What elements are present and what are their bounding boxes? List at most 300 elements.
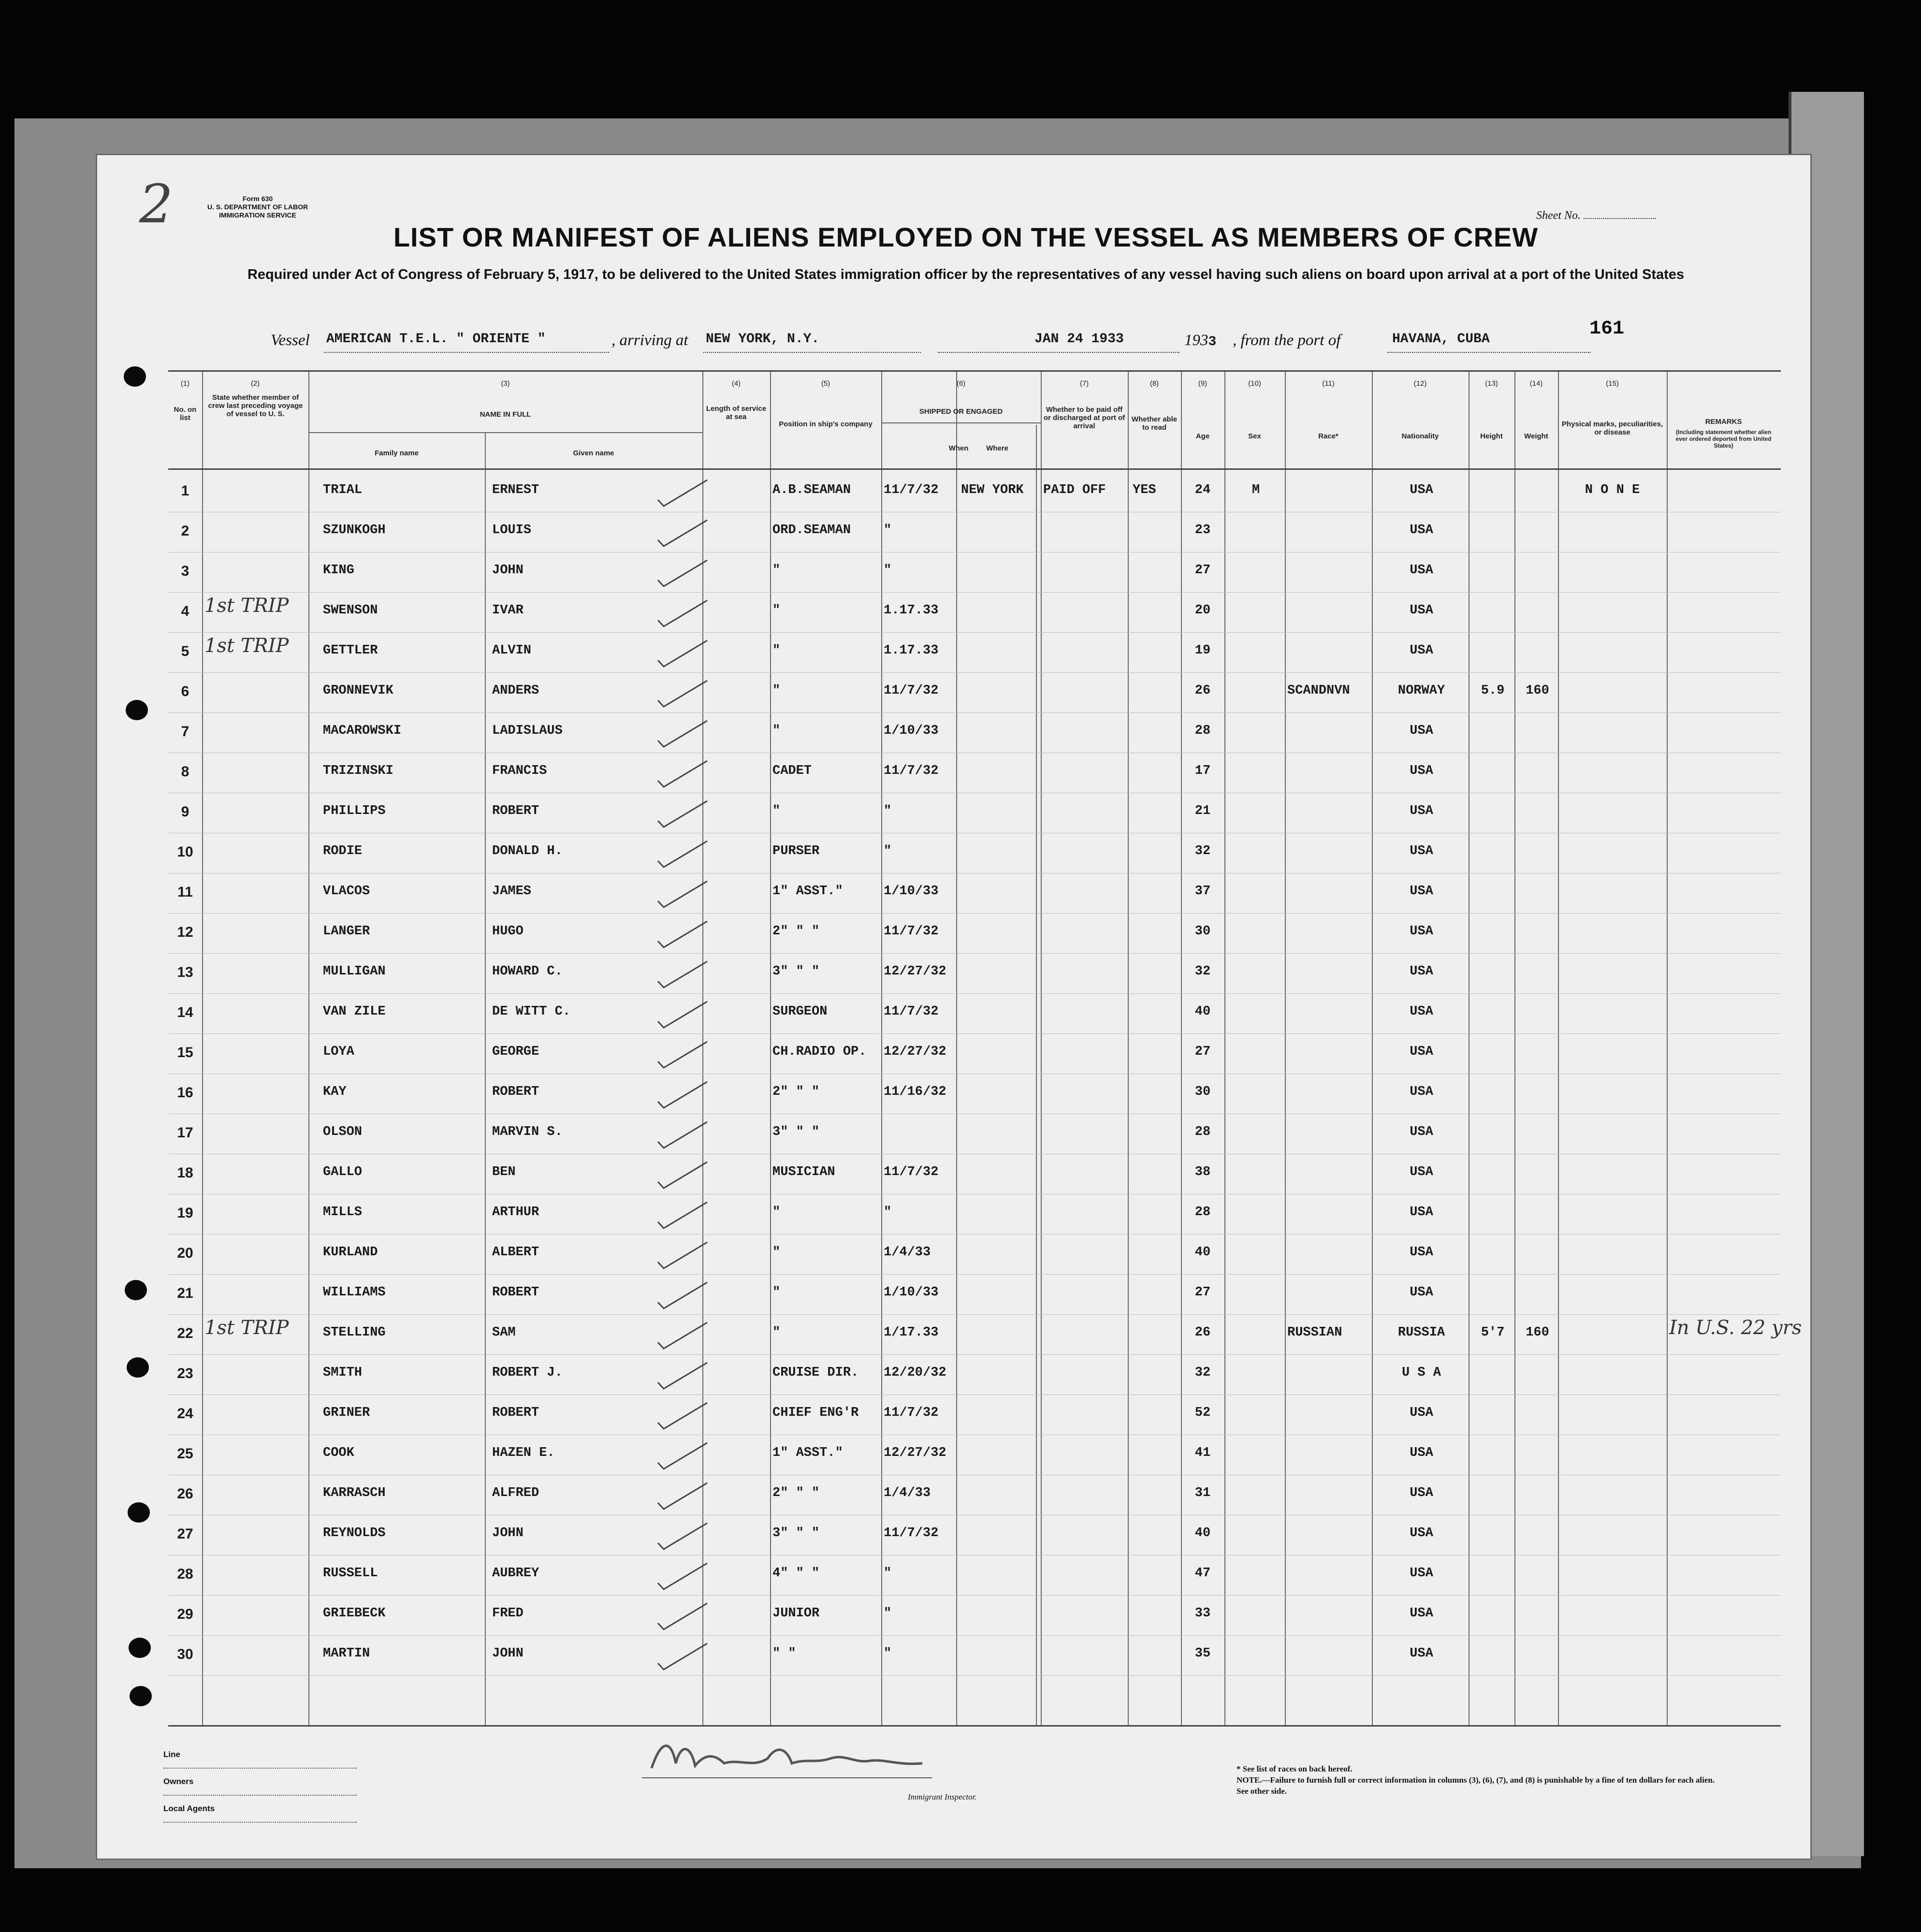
checkmark-icon bbox=[654, 1000, 712, 1029]
row-rule bbox=[168, 1635, 1781, 1636]
arriving-label: , arriving at bbox=[611, 332, 688, 349]
sheet-number-field bbox=[1536, 209, 1656, 222]
cell-no: 3 bbox=[181, 563, 189, 579]
cell-family: KAY bbox=[323, 1085, 347, 1099]
cell-given: LADISLAUS bbox=[492, 724, 563, 738]
cell-position: " bbox=[772, 1285, 781, 1300]
cell-no: 18 bbox=[177, 1165, 193, 1181]
cell-nationality: USA bbox=[1410, 1285, 1433, 1300]
punch-hole bbox=[127, 1357, 149, 1378]
cell-sex: M bbox=[1252, 483, 1260, 497]
vessel-underline bbox=[324, 352, 609, 353]
cell-given: ROBERT bbox=[492, 1406, 539, 1420]
cell-when: 11/7/32 bbox=[884, 683, 939, 698]
checkmark-icon bbox=[654, 1080, 712, 1109]
cell-nationality: USA bbox=[1410, 1205, 1433, 1220]
from-port-label: , from the port of bbox=[1233, 332, 1341, 349]
arriving-port: NEW YORK, N.Y. bbox=[706, 332, 820, 347]
cell-when: " bbox=[884, 1566, 892, 1581]
cell-family: MARTIN bbox=[323, 1646, 370, 1661]
column-number: (2) bbox=[250, 379, 260, 388]
table-row bbox=[168, 1045, 1781, 1084]
cell-age: 47 bbox=[1194, 1566, 1211, 1581]
column-number: (1) bbox=[180, 379, 190, 388]
column-number: (13) bbox=[1485, 379, 1498, 388]
cell-age: 32 bbox=[1194, 844, 1211, 858]
row-rule bbox=[168, 1675, 1781, 1676]
cell-position: ORD.SEAMAN bbox=[772, 523, 851, 537]
cell-no: 27 bbox=[177, 1526, 193, 1542]
table-row bbox=[168, 1446, 1781, 1485]
cell-family: TRIAL bbox=[323, 483, 363, 497]
cell-given: HUGO bbox=[492, 924, 524, 939]
cell-given: FRED bbox=[492, 1606, 524, 1621]
cell-age: 32 bbox=[1194, 964, 1211, 979]
cell-no: 19 bbox=[177, 1205, 193, 1221]
cell-age: 27 bbox=[1194, 1285, 1211, 1300]
cell-family: SZUNKOGH bbox=[323, 523, 386, 537]
footer-notes bbox=[1237, 1763, 1720, 1797]
cell-family: MILLS bbox=[323, 1205, 363, 1220]
cell-when: 12/20/32 bbox=[884, 1365, 946, 1380]
cell-nationality: USA bbox=[1410, 1646, 1433, 1661]
cell-when: 1/10/33 bbox=[884, 1285, 939, 1300]
header-race: Race* bbox=[1318, 432, 1339, 440]
from-underline bbox=[1387, 352, 1590, 353]
cell-age: 17 bbox=[1194, 764, 1211, 778]
cell-nationality: USA bbox=[1410, 764, 1433, 778]
owners-label: Owners bbox=[163, 1769, 357, 1796]
cell-family: SWENSON bbox=[323, 603, 378, 618]
cell-nationality: USA bbox=[1410, 964, 1433, 979]
cell-family: VLACOS bbox=[323, 884, 370, 899]
cell-no: 8 bbox=[181, 764, 189, 780]
cell-family: KARRASCH bbox=[323, 1486, 386, 1500]
checkmark-icon bbox=[654, 799, 712, 828]
cell-nationality: USA bbox=[1410, 563, 1433, 578]
cell-nationality: USA bbox=[1410, 1245, 1433, 1260]
cell-age: 38 bbox=[1194, 1165, 1211, 1179]
cell-given: DE WITT C. bbox=[492, 1004, 571, 1019]
column-number: (10) bbox=[1248, 379, 1261, 388]
cell-given: ERNEST bbox=[492, 483, 539, 497]
year-suffix: 3 bbox=[1208, 334, 1217, 349]
cell-position: " bbox=[772, 683, 781, 698]
name-header-rule bbox=[308, 432, 702, 433]
cell-nationality: USA bbox=[1410, 724, 1433, 738]
cell-age: 23 bbox=[1194, 523, 1211, 537]
cell-no: 20 bbox=[177, 1245, 193, 1261]
row-rule bbox=[168, 1033, 1781, 1034]
cell-age: 41 bbox=[1194, 1446, 1211, 1460]
cell-age: 40 bbox=[1194, 1526, 1211, 1540]
cell-position: CH.RADIO OP. bbox=[772, 1045, 867, 1059]
checkmark-icon bbox=[654, 558, 712, 587]
cell-remarks: In U.S. 22 yrs bbox=[1669, 1317, 1802, 1339]
cell-given: JOHN bbox=[492, 1526, 524, 1540]
cell-nationality: RUSSIA bbox=[1397, 1325, 1445, 1340]
cell-given: LOUIS bbox=[492, 523, 532, 537]
cell-when: 11/7/32 bbox=[884, 924, 939, 939]
cell-given: HOWARD C. bbox=[492, 964, 563, 979]
cell-age: 27 bbox=[1194, 1045, 1211, 1059]
cell-family: LANGER bbox=[323, 924, 370, 939]
cell-family: MULLIGAN bbox=[323, 964, 386, 979]
cell-when: " bbox=[884, 1646, 892, 1661]
cell-when: 11/16/32 bbox=[884, 1085, 946, 1099]
cell-age: 27 bbox=[1194, 563, 1211, 578]
cell-no: 11 bbox=[177, 884, 193, 900]
punch-hole bbox=[129, 1638, 151, 1658]
header-physical-marks: Physical marks, peculiarities, or disease bbox=[1561, 420, 1663, 436]
cell-nationality: USA bbox=[1410, 483, 1433, 497]
checkmark-icon bbox=[654, 1481, 712, 1510]
cell-position: PURSER bbox=[772, 844, 820, 858]
cell-no: 17 bbox=[177, 1125, 193, 1141]
cell-nationality: USA bbox=[1410, 1406, 1433, 1420]
cell-note: 1st TRIP bbox=[204, 1317, 289, 1339]
table-row bbox=[168, 1566, 1781, 1606]
table-row bbox=[168, 1245, 1781, 1285]
table-row bbox=[168, 1406, 1781, 1445]
cell-family: RUSSELL bbox=[323, 1566, 378, 1581]
cell-position: " " bbox=[772, 1646, 796, 1661]
cell-age: 24 bbox=[1194, 483, 1211, 497]
row-rule bbox=[168, 993, 1781, 994]
cell-nationality: USA bbox=[1410, 924, 1433, 939]
cell-family: COOK bbox=[323, 1446, 354, 1460]
cell-no: 2 bbox=[181, 523, 189, 539]
table-row bbox=[168, 804, 1781, 843]
cell-given: GEORGE bbox=[492, 1045, 539, 1059]
cell-no: 30 bbox=[177, 1646, 193, 1662]
table-row bbox=[168, 595, 1781, 643]
cell-position: 3" " " bbox=[772, 1125, 820, 1139]
from-port: HAVANA, CUBA bbox=[1392, 332, 1490, 347]
cell-weight: 160 bbox=[1526, 683, 1549, 698]
cell-position: " bbox=[772, 1205, 781, 1220]
cell-no: 26 bbox=[177, 1486, 193, 1502]
cell-when: 11/7/32 bbox=[884, 1526, 939, 1540]
cell-when: 11/7/32 bbox=[884, 483, 939, 497]
cell-no: 6 bbox=[181, 683, 189, 699]
punch-hole bbox=[125, 1280, 147, 1300]
cell-when: 1.17.33 bbox=[884, 643, 939, 658]
row-rule bbox=[168, 913, 1781, 914]
corner-mark: 2 bbox=[139, 173, 173, 235]
cell-age: 20 bbox=[1194, 603, 1211, 618]
cell-given: DONALD H. bbox=[492, 844, 563, 858]
cell-given: MARVIN S. bbox=[492, 1125, 563, 1139]
row-rule bbox=[168, 1595, 1781, 1596]
table-row bbox=[168, 1646, 1781, 1686]
table-row bbox=[168, 1125, 1781, 1164]
row-rule bbox=[168, 1274, 1781, 1275]
table-row bbox=[168, 563, 1781, 603]
cell-given: ROBERT bbox=[492, 804, 539, 818]
cell-when: 1/10/33 bbox=[884, 724, 939, 738]
cell-weight: 160 bbox=[1526, 1325, 1549, 1340]
checkmark-icon bbox=[654, 1160, 712, 1189]
cell-age: 32 bbox=[1194, 1365, 1211, 1380]
cell-when: 1/17.33 bbox=[884, 1325, 939, 1340]
cell-age: 30 bbox=[1194, 924, 1211, 939]
cell-nationality: USA bbox=[1410, 523, 1433, 537]
cell-family: REYNOLDS bbox=[323, 1526, 386, 1540]
cell-no: 13 bbox=[177, 964, 193, 980]
column-number: (7) bbox=[1079, 379, 1089, 388]
cell-position: CHIEF ENG'R bbox=[772, 1406, 859, 1420]
cell-when: 12/27/32 bbox=[884, 1446, 946, 1460]
row-rule bbox=[168, 712, 1781, 713]
cell-when: 1/4/33 bbox=[884, 1245, 931, 1260]
cell-given: ROBERT bbox=[492, 1285, 539, 1300]
column-number: (9) bbox=[1198, 379, 1208, 388]
cell-family: RODIE bbox=[323, 844, 363, 858]
cell-when: 11/7/32 bbox=[884, 1165, 939, 1179]
cell-height: 5'7 bbox=[1481, 1325, 1505, 1340]
cell-no: 4 bbox=[181, 603, 189, 619]
header-remarks: REMARKS bbox=[1705, 418, 1742, 426]
department-name: U. S. DEPARTMENT OF LABOR bbox=[207, 203, 308, 211]
cell-nationality: USA bbox=[1410, 1526, 1433, 1540]
cell-read: YES bbox=[1133, 483, 1156, 497]
cell-when: " bbox=[884, 844, 892, 858]
checkmark-icon bbox=[654, 478, 712, 507]
table-row bbox=[168, 1606, 1781, 1646]
cell-family: GETTLER bbox=[323, 643, 378, 658]
cell-given: JOHN bbox=[492, 563, 524, 578]
row-rule bbox=[168, 1314, 1781, 1315]
cell-no: 10 bbox=[177, 844, 193, 860]
cell-no: 9 bbox=[181, 804, 189, 820]
line-label: Line bbox=[163, 1742, 357, 1769]
cell-position: CADET bbox=[772, 764, 812, 778]
header-shipped-engaged: SHIPPED OR ENGAGED bbox=[919, 407, 1003, 416]
checkmark-icon bbox=[654, 679, 712, 708]
cell-family: GRIEBECK bbox=[323, 1606, 386, 1621]
cell-when: 11/7/32 bbox=[884, 764, 939, 778]
cell-family: TRIZINSKI bbox=[323, 764, 393, 778]
cell-given: FRANCIS bbox=[492, 764, 547, 778]
table-row bbox=[168, 764, 1781, 803]
checkmark-icon bbox=[654, 1200, 712, 1229]
cell-age: 28 bbox=[1194, 1125, 1211, 1139]
cell-position: JUNIOR bbox=[772, 1606, 820, 1621]
cell-family: KURLAND bbox=[323, 1245, 378, 1260]
cell-race: RUSSIAN bbox=[1287, 1325, 1342, 1340]
cell-position: 3" " " bbox=[772, 964, 820, 979]
cell-age: 40 bbox=[1194, 1245, 1211, 1260]
table-row bbox=[168, 1004, 1781, 1044]
cell-age: 28 bbox=[1194, 724, 1211, 738]
cell-nationality: USA bbox=[1410, 1606, 1433, 1621]
inspector-signature bbox=[642, 1729, 932, 1783]
cell-age: 30 bbox=[1194, 1085, 1211, 1099]
header-weight: Weight bbox=[1524, 432, 1548, 440]
cell-age: 19 bbox=[1194, 643, 1211, 658]
header-nationality: Nationality bbox=[1401, 432, 1439, 440]
cell-nationality: USA bbox=[1410, 1446, 1433, 1460]
cell-family: GRONNEVIK bbox=[323, 683, 393, 698]
cell-age: 21 bbox=[1194, 804, 1211, 818]
cell-when: " bbox=[884, 804, 892, 818]
cell-given: ALBERT bbox=[492, 1245, 539, 1260]
cell-position: SURGEON bbox=[772, 1004, 828, 1019]
checkmark-icon bbox=[654, 1280, 712, 1309]
cell-paid: PAID OFF bbox=[1043, 483, 1106, 497]
cell-age: 40 bbox=[1194, 1004, 1211, 1019]
row-rule bbox=[168, 1354, 1781, 1355]
cell-no: 23 bbox=[177, 1365, 193, 1381]
cell-no: 5 bbox=[181, 643, 189, 659]
cell-nationality: USA bbox=[1410, 844, 1433, 858]
cell-where: NEW YORK bbox=[961, 483, 1024, 497]
column-number: (12) bbox=[1413, 379, 1427, 388]
header-able-read: Whether able to read bbox=[1131, 415, 1178, 432]
column-number: (14) bbox=[1529, 379, 1543, 388]
punch-hole bbox=[130, 1686, 152, 1706]
cell-when: 12/27/32 bbox=[884, 964, 946, 979]
cell-nationality: U S A bbox=[1401, 1365, 1441, 1380]
cell-position: " bbox=[772, 563, 781, 578]
cell-nationality: USA bbox=[1410, 1085, 1433, 1099]
checkmark-icon bbox=[654, 839, 712, 868]
service-name: IMMIGRATION SERVICE bbox=[219, 211, 296, 219]
cell-given: IVAR bbox=[492, 603, 524, 618]
column-number: (8) bbox=[1150, 379, 1159, 388]
table-row bbox=[168, 1317, 1802, 1365]
cell-when: 11/7/32 bbox=[884, 1406, 939, 1420]
footer-labels bbox=[163, 1742, 357, 1823]
cell-position: 1" ASST." bbox=[772, 1446, 843, 1460]
cell-nationality: USA bbox=[1410, 1566, 1433, 1581]
page-subtitle: Required under Act of Congress of February 5, 1917, to be delivered to the United States immigration officer by the representatives of any vessel having such aliens on board upon arrival at a port of the United States bbox=[247, 267, 1685, 282]
cell-no: 25 bbox=[177, 1446, 193, 1462]
year-field bbox=[1184, 332, 1216, 349]
cell-given: JOHN bbox=[492, 1646, 524, 1661]
cell-position: 2" " " bbox=[772, 1085, 820, 1099]
cell-age: 33 bbox=[1194, 1606, 1211, 1621]
cell-nationality: USA bbox=[1410, 1045, 1433, 1059]
cell-age: 28 bbox=[1194, 1205, 1211, 1220]
checkmark-icon bbox=[654, 1641, 712, 1671]
cell-family: LOYA bbox=[323, 1045, 354, 1059]
local-agents-label: Local Agents bbox=[163, 1796, 357, 1823]
cell-position: CRUISE DIR. bbox=[772, 1365, 859, 1380]
cell-no: 16 bbox=[177, 1085, 193, 1101]
form-header bbox=[180, 195, 335, 219]
cell-family: WILLIAMS bbox=[323, 1285, 386, 1300]
manifest-number: 161 bbox=[1589, 318, 1625, 340]
table-row bbox=[168, 1165, 1781, 1205]
checkmark-icon bbox=[654, 959, 712, 988]
cell-nationality: USA bbox=[1410, 603, 1433, 618]
cell-family: KING bbox=[323, 563, 354, 578]
checkmark-icon bbox=[654, 1401, 712, 1430]
cell-given: AUBREY bbox=[492, 1566, 539, 1581]
table-row bbox=[168, 1486, 1781, 1525]
table-row bbox=[168, 1365, 1781, 1405]
cell-nationality: USA bbox=[1410, 1125, 1433, 1139]
cell-nationality: NORWAY bbox=[1397, 683, 1445, 698]
form-number: Form 630 bbox=[242, 195, 273, 203]
cell-nationality: USA bbox=[1410, 884, 1433, 899]
page-title: LIST OR MANIFEST OF ALIENS EMPLOYED ON THE VESSEL AS MEMBERS OF CREW bbox=[393, 222, 1539, 252]
header-paid-off: Whether to be paid off or discharged at port of arrival bbox=[1043, 406, 1125, 430]
cell-no: 24 bbox=[177, 1406, 193, 1422]
cell-position: 1" ASST." bbox=[772, 884, 843, 899]
checkmark-icon bbox=[654, 919, 712, 948]
cell-position: 2" " " bbox=[772, 924, 820, 939]
checkmark-icon bbox=[654, 1120, 712, 1149]
cell-no: 1 bbox=[181, 483, 189, 499]
crew-table bbox=[168, 370, 1802, 1727]
cell-race: SCANDNVN bbox=[1287, 683, 1350, 698]
header-family-name: Family name bbox=[375, 449, 419, 457]
header-last-voyage: State whether member of crew last preceding voyage of vessel to U. S. bbox=[208, 393, 303, 418]
cell-no: 28 bbox=[177, 1566, 193, 1582]
table-row bbox=[168, 635, 1781, 683]
header-position: Position in ship's company bbox=[779, 420, 873, 428]
cell-position: 3" " " bbox=[772, 1526, 820, 1540]
table-row bbox=[168, 683, 1781, 723]
checkmark-icon bbox=[654, 598, 712, 627]
cell-position: " bbox=[772, 603, 781, 618]
cell-marks: N O N E bbox=[1585, 483, 1640, 497]
row-rule bbox=[168, 672, 1781, 673]
table-row bbox=[168, 924, 1781, 964]
penalty-note: NOTE.—Failure to furnish full or correct information in columns (3), (6), (7), and (8) is punishable by a fine of ten dollars for each alien. See other side. bbox=[1237, 1775, 1715, 1796]
punch-hole bbox=[128, 1502, 150, 1523]
row-rule bbox=[168, 1234, 1781, 1235]
vessel-line bbox=[271, 332, 1745, 356]
year-prefix: 193 bbox=[1184, 332, 1208, 349]
header-separator bbox=[168, 468, 1781, 470]
cell-no: 12 bbox=[177, 924, 193, 940]
header-no-on-list: No. on list bbox=[174, 406, 197, 422]
vessel-label: Vessel bbox=[271, 332, 310, 349]
checkmark-icon bbox=[654, 1561, 712, 1590]
table-row bbox=[168, 1205, 1781, 1245]
cell-age: 31 bbox=[1194, 1486, 1211, 1500]
cell-note: 1st TRIP bbox=[204, 595, 289, 617]
cell-no: 7 bbox=[181, 724, 189, 740]
cell-family: OLSON bbox=[323, 1125, 363, 1139]
header-given-name: Given name bbox=[573, 449, 614, 457]
row-rule bbox=[168, 632, 1781, 633]
cell-given: HAZEN E. bbox=[492, 1446, 555, 1460]
cell-family: PHILLIPS bbox=[323, 804, 386, 818]
cell-position: 2" " " bbox=[772, 1486, 820, 1500]
cell-given: ALVIN bbox=[492, 643, 532, 658]
cell-nationality: USA bbox=[1410, 804, 1433, 818]
cell-given: ROBERT bbox=[492, 1085, 539, 1099]
cell-family: STELLING bbox=[323, 1325, 386, 1340]
cell-family: MACAROWSKI bbox=[323, 724, 402, 738]
cell-when: " bbox=[884, 1205, 892, 1220]
cell-nationality: USA bbox=[1410, 643, 1433, 658]
checkmark-icon bbox=[654, 1361, 712, 1390]
column-number: (5) bbox=[821, 379, 830, 388]
cell-position: " bbox=[772, 804, 781, 818]
table-row bbox=[168, 884, 1781, 924]
checkmark-icon bbox=[654, 1240, 712, 1269]
cell-position: A.B.SEAMAN bbox=[772, 483, 851, 497]
checkmark-icon bbox=[654, 1441, 712, 1470]
header-age: Age bbox=[1195, 432, 1210, 440]
checkmark-icon bbox=[654, 639, 712, 668]
